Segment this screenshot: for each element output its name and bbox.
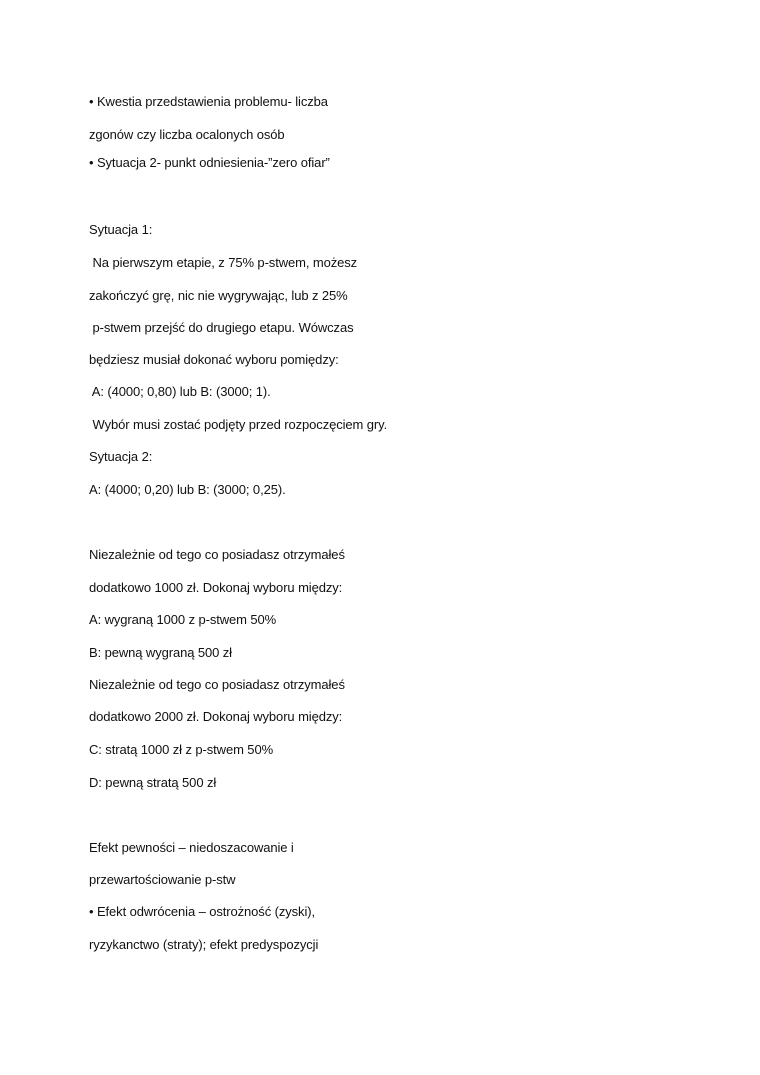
text-line: Niezależnie od tego co posiadasz otrzymałeś xyxy=(89,677,345,692)
text-line: C: stratą 1000 zł z p-stwem 50% xyxy=(89,742,274,757)
text-line: D: pewną stratą 500 zł xyxy=(89,775,217,790)
text-line: zakończyć grę, nic nie wygrywając, lub z 25% xyxy=(89,288,348,303)
text-line: B: pewną wygraną 500 zł xyxy=(89,645,232,660)
text-line: dodatkowo 2000 zł. Dokonaj wyboru między: xyxy=(89,709,343,724)
text-line: • Kwestia przedstawienia problemu- liczba xyxy=(89,94,328,109)
text-line: zgonów czy liczba ocalonych osób xyxy=(89,127,285,142)
text-line: A: (4000; 0,80) lub B: (3000; 1). xyxy=(89,384,271,399)
text-line: dodatkowo 1000 zł. Dokonaj wyboru między: xyxy=(89,580,343,595)
section-heading: Sytuacja 1: xyxy=(89,222,153,237)
text-line: • Efekt odwrócenia – ostrożność (zyski), xyxy=(89,904,315,919)
section-heading: Sytuacja 2: xyxy=(89,449,153,464)
text-line: Efekt pewności – niedoszacowanie i xyxy=(89,840,294,855)
text-line: ryzykanctwo (straty); efekt predyspozycji xyxy=(89,937,319,952)
text-line: przewartościowanie p-stw xyxy=(89,872,236,887)
text-line: Wybór musi zostać podjęty przed rozpoczęciem gry. xyxy=(89,417,388,432)
text-line: A: (4000; 0,20) lub B: (3000; 0,25). xyxy=(89,482,286,497)
text-line: p-stwem przejść do drugiego etapu. Wówczas xyxy=(89,320,354,335)
text-line: • Sytuacja 2- punkt odniesienia-”zero ofiar” xyxy=(89,155,330,170)
text-line: Niezależnie od tego co posiadasz otrzymałeś xyxy=(89,547,345,562)
text-line: będziesz musiał dokonać wyboru pomiędzy: xyxy=(89,352,339,367)
text-line: A: wygraną 1000 z p-stwem 50% xyxy=(89,612,277,627)
text-line: Na pierwszym etapie, z 75% p-stwem, możesz xyxy=(89,255,358,270)
